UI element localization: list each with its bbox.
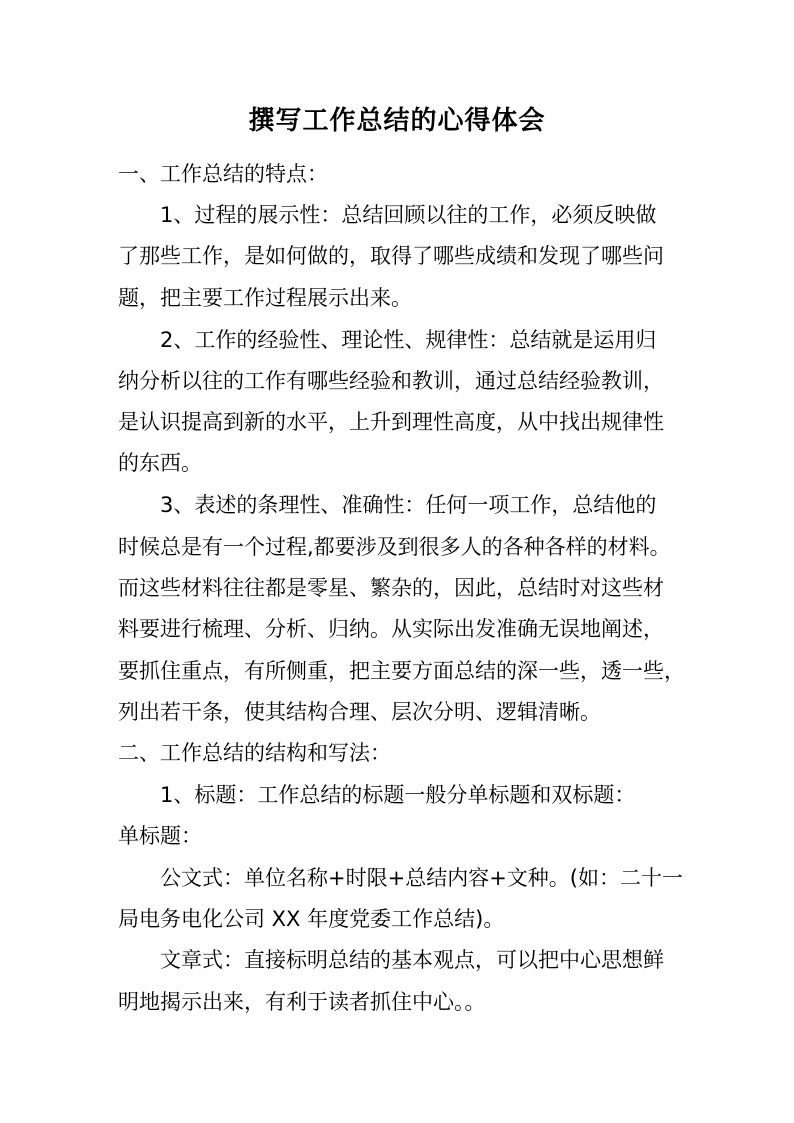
paragraph-line: 明地揭示出来，有利于读者抓住中心。。 [118, 990, 486, 1014]
document-title: 撰写工作总结的心得体会 [248, 106, 546, 136]
paragraph-line: 了那些工作，是如何做的，取得了哪些成绩和发现了哪些问 [118, 244, 664, 268]
paragraph-line: 1、过程的展示性：总结回顾以往的工作，必须反映做 [160, 203, 657, 227]
section-heading-2: 二、工作总结的结构和写法： [118, 741, 391, 765]
paragraph-line: 的东西。 [118, 451, 202, 475]
subheading-line: 单标题： [118, 824, 202, 848]
paragraph-line: 时候总是有一个过程,都要涉及到很多人的各种各样的材料。 [118, 535, 671, 559]
paragraph-line: 而这些材料往往都是零星、繁杂的，因此，总结时对这些材 [118, 576, 664, 600]
paragraph-line: 文章式：直接标明总结的基本观点，可以把中心思想鲜 [160, 948, 664, 972]
paragraph-line: 公文式：单位名称+时限+总结内容+文种。(如：二十一 [160, 866, 683, 890]
paragraph-line: 是认识提高到新的水平，上升到理性高度，从中找出规律性 [118, 410, 664, 434]
paragraph-line: 2、工作的经验性、理论性、规律性：总结就是运用归 [160, 328, 657, 352]
paragraph-line: 1、标题：工作总结的标题一般分单标题和双标题： [160, 783, 636, 807]
paragraph-line: 题，把主要工作过程展示出来。 [118, 286, 412, 310]
paragraph-line: 料要进行梳理、分析、归纳。从实际出发准确无误地阐述， [118, 617, 664, 641]
paragraph-line: 要抓住重点，有所侧重，把主要方面总结的深一些，透一些， [118, 659, 685, 683]
section-heading-1: 一、工作总结的特点： [118, 162, 328, 186]
paragraph-line: 局电务电化公司 XX 年度党委工作总结)。 [118, 907, 505, 931]
paragraph-line: 3、表述的条理性、准确性：任何一项工作，总结他的 [160, 493, 657, 517]
paragraph-line: 纳分析以往的工作有哪些经验和教训，通过总结经验教训， [118, 369, 664, 393]
paragraph-line: 列出若干条，使其结构合理、层次分明、逻辑清晰。 [118, 700, 601, 724]
